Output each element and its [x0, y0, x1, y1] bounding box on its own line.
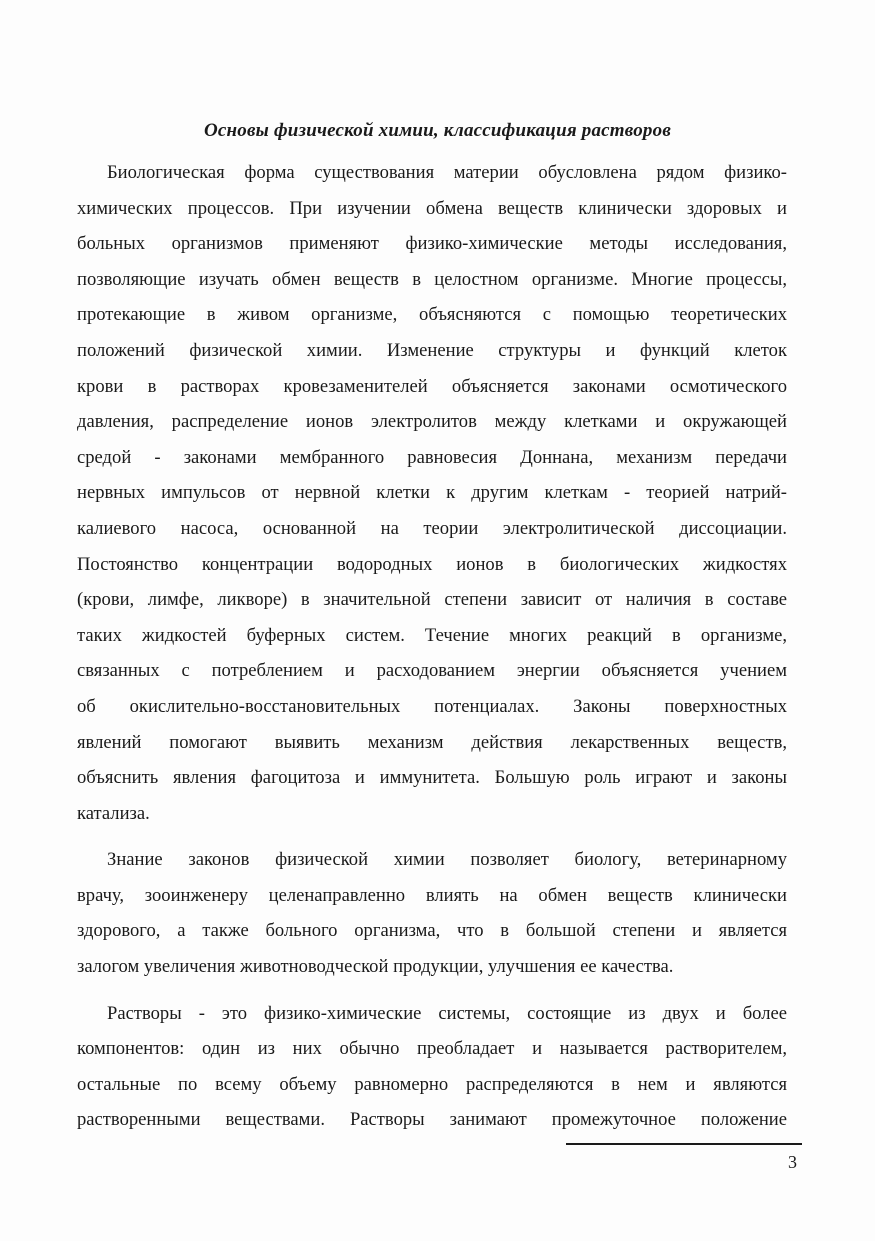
section-title: Основы физической химии, классификация растворов — [203, 120, 672, 141]
text-line: (крови, лимфе, ликворе) в значительной степени зависит от наличия в составе — [77, 589, 787, 611]
text-line: крови в растворах кровезаменителей объясняется законами осмотического — [77, 375, 787, 397]
paragraph — [77, 842, 787, 984]
text-line: Биологическая форма существования материи обусловлена рядом физико- — [107, 162, 787, 183]
text-line: протекающие в живом организме, объясняются с помощью теоретических — [77, 304, 787, 326]
text-line: калиевого насоса, основанной на теории электролитической диссоциации. — [77, 517, 787, 539]
text-line: Постоянство концентрации водородных ионов в биологических жидкостях — [77, 553, 787, 575]
text-line: давления, распределение ионов электролитов между клетками и окружающей — [77, 411, 787, 433]
text-line: врачу, зооинженеру целенаправленно влиять на обмен веществ клинически — [77, 884, 787, 906]
page-number: 3 — [788, 1152, 797, 1172]
text-line: нервных импульсов от нервной клетки к другим клеткам - теорией натрий- — [77, 482, 787, 504]
text-line: позволяющие изучать обмен веществ в целостном организме. Многие процессы, — [77, 268, 787, 290]
text-line: таких жидкостей буферных систем. Течение многих реакций в организме, — [77, 624, 787, 646]
text-line: здорового, а также больного организма, что в большой степени и является — [77, 920, 787, 942]
text-line: об окислительно-восстановительных потенциалах. Законы поверхностных — [77, 695, 787, 717]
text-line: катализа. — [77, 802, 150, 824]
text-line: Знание законов физической химии позволяет биологу, ветеринарному — [107, 849, 787, 871]
text-line: связанных с потреблением и расходованием энергии объясняется учением — [77, 660, 787, 682]
text-line: больных организмов применяют физико-химические методы исследования, — [77, 233, 787, 255]
text-line: растворенными веществами. Растворы занимают промежуточное положение — [77, 1109, 787, 1131]
text-line: положений физической химии. Изменение структуры и функций клеток — [77, 339, 787, 361]
text-line: залогом увеличения животноводческой продукции, улучшения ее качества. — [77, 956, 674, 978]
text-line: химических процессов. При изучении обмена веществ клинически здоровых и — [77, 197, 787, 219]
footer-rule — [566, 1143, 802, 1145]
text-line: средой - законами мембранного равновесия Доннана, механизм передачи — [77, 446, 787, 468]
text-line: явлений помогают выявить механизм действия лекарственных веществ, — [77, 731, 787, 753]
paragraph — [77, 996, 787, 1138]
text-line: Растворы - это физико-химические системы, состоящие из двух и более — [107, 1002, 787, 1024]
paragraph — [77, 155, 787, 831]
body-text — [77, 155, 787, 1138]
text-line: компонентов: один из них обычно преобладает и называется растворителем, — [77, 1038, 787, 1060]
text-line: остальные по всему объему равномерно распределяются в нем и являются — [77, 1073, 787, 1095]
text-line: объяснить явления фагоцитоза и иммунитета. Большую роль играют и законы — [77, 767, 787, 789]
